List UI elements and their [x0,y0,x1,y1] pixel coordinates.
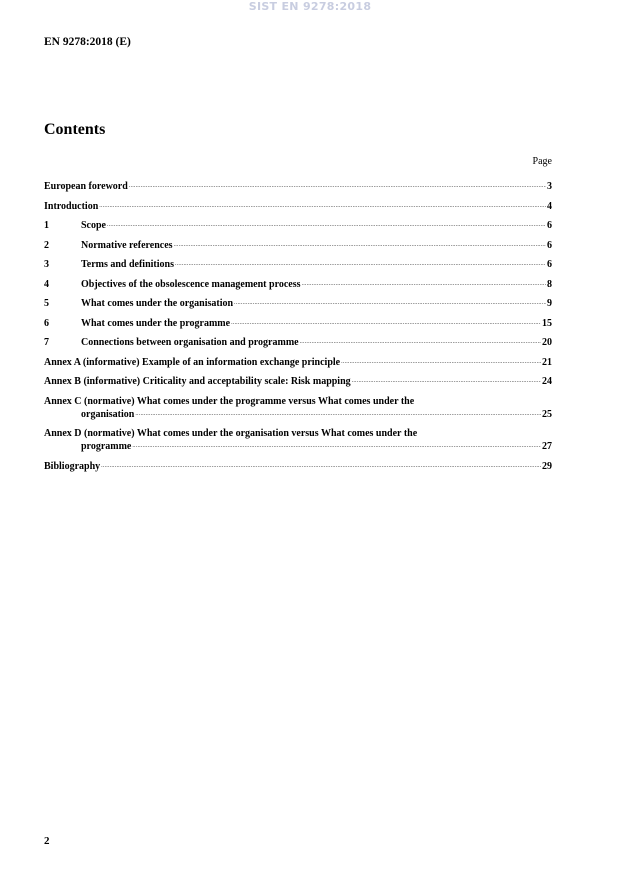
toc-entry-page: 27 [542,441,552,452]
toc-entry-annex-c[interactable] [44,395,552,421]
toc-entry-page: 9 [547,298,552,309]
toc-entry-scope[interactable] [44,219,552,232]
toc-entry-title: Annex D (normative) What comes under the organisation versus What comes under the [44,428,418,439]
toc-entry-title: Bibliography [44,460,101,472]
toc-entry-title: Terms and definitions [81,259,174,270]
toc-entry-page: 3 [547,181,552,192]
toc-entry-annex-b[interactable] [44,375,552,388]
toc-entry-title-continuation: programme [81,441,132,452]
dot-leader [231,317,541,330]
toc-entry-programme[interactable] [44,317,552,330]
toc-entry-annex-d[interactable] [44,427,552,453]
dot-leader [302,278,547,291]
toc-entry-terms-and-definitions[interactable] [44,258,552,271]
page-column-label: Page [532,156,552,167]
toc-entry-page: 6 [547,239,552,251]
dot-leader [107,219,546,232]
dot-leader [99,200,546,213]
dot-leader [129,180,546,193]
dot-leader [352,375,541,388]
dot-leader [135,408,541,421]
toc-entry-number: 6 [44,317,49,329]
toc-entry-bibliography[interactable] [44,460,552,473]
document-id: EN 9278:2018 (E) [44,36,131,48]
toc-entry-page: 29 [542,460,552,472]
toc-entry-organisation[interactable] [44,297,552,310]
watermark: SIST EN 9278:2018 [248,0,372,13]
toc-entry-number: 4 [44,278,49,290]
toc-entry-page: 8 [547,278,552,290]
toc-entry-page: 6 [547,259,552,270]
toc-entry-number: 2 [44,239,49,251]
toc-entry-number: 7 [44,337,49,348]
toc-entry-title-continuation: organisation [81,408,135,420]
toc-entry-page: 20 [542,337,552,348]
contents-heading: Contents [44,121,106,138]
toc-entry-title: Connections between organisation and programme [81,337,299,348]
toc-entry-title: Annex C (normative) What comes under the programme versus What comes under the [44,395,415,407]
toc-entry-page: 4 [547,200,552,212]
dot-leader [300,336,541,349]
toc-entry-normative-references[interactable] [44,239,552,252]
toc-entry-page: 24 [542,376,552,387]
dot-leader [234,297,546,310]
toc-entry-title: What comes under the programme [81,317,231,329]
toc-entry-introduction[interactable] [44,200,552,213]
toc-entry-title: Normative references [81,239,173,251]
toc-entry-title: European foreword [44,181,128,192]
toc-entry-title: Scope [81,220,106,231]
toc-entry-number: 5 [44,298,49,309]
toc-entry-title: Objectives of the obsolescence management process [81,278,301,290]
dot-leader [175,258,546,271]
dot-leader [132,440,541,453]
toc-entry-title: What comes under the organisation [81,298,234,309]
dot-leader [174,239,546,252]
toc-entry-objectives[interactable] [44,278,552,291]
dot-leader [101,460,541,473]
toc-entry-annex-a[interactable] [44,356,552,369]
toc-entry-title: Introduction [44,200,99,212]
page-number: 2 [44,835,50,847]
toc-entry-number: 1 [44,220,49,231]
toc-entry-connections[interactable] [44,336,552,349]
toc-entry-page: 21 [542,356,552,368]
dot-leader [341,356,541,369]
toc-entry-page: 25 [542,408,552,420]
toc-entry-title: Annex B (informative) Criticality and acceptability scale: Risk mapping [44,376,351,387]
table-of-contents [44,180,552,479]
toc-entry-title: Annex A (informative) Example of an information exchange principle [44,356,341,368]
toc-entry-page: 6 [547,220,552,231]
toc-entry-european-foreword[interactable] [44,180,552,193]
toc-entry-page: 15 [542,317,552,329]
toc-entry-number: 3 [44,259,49,270]
